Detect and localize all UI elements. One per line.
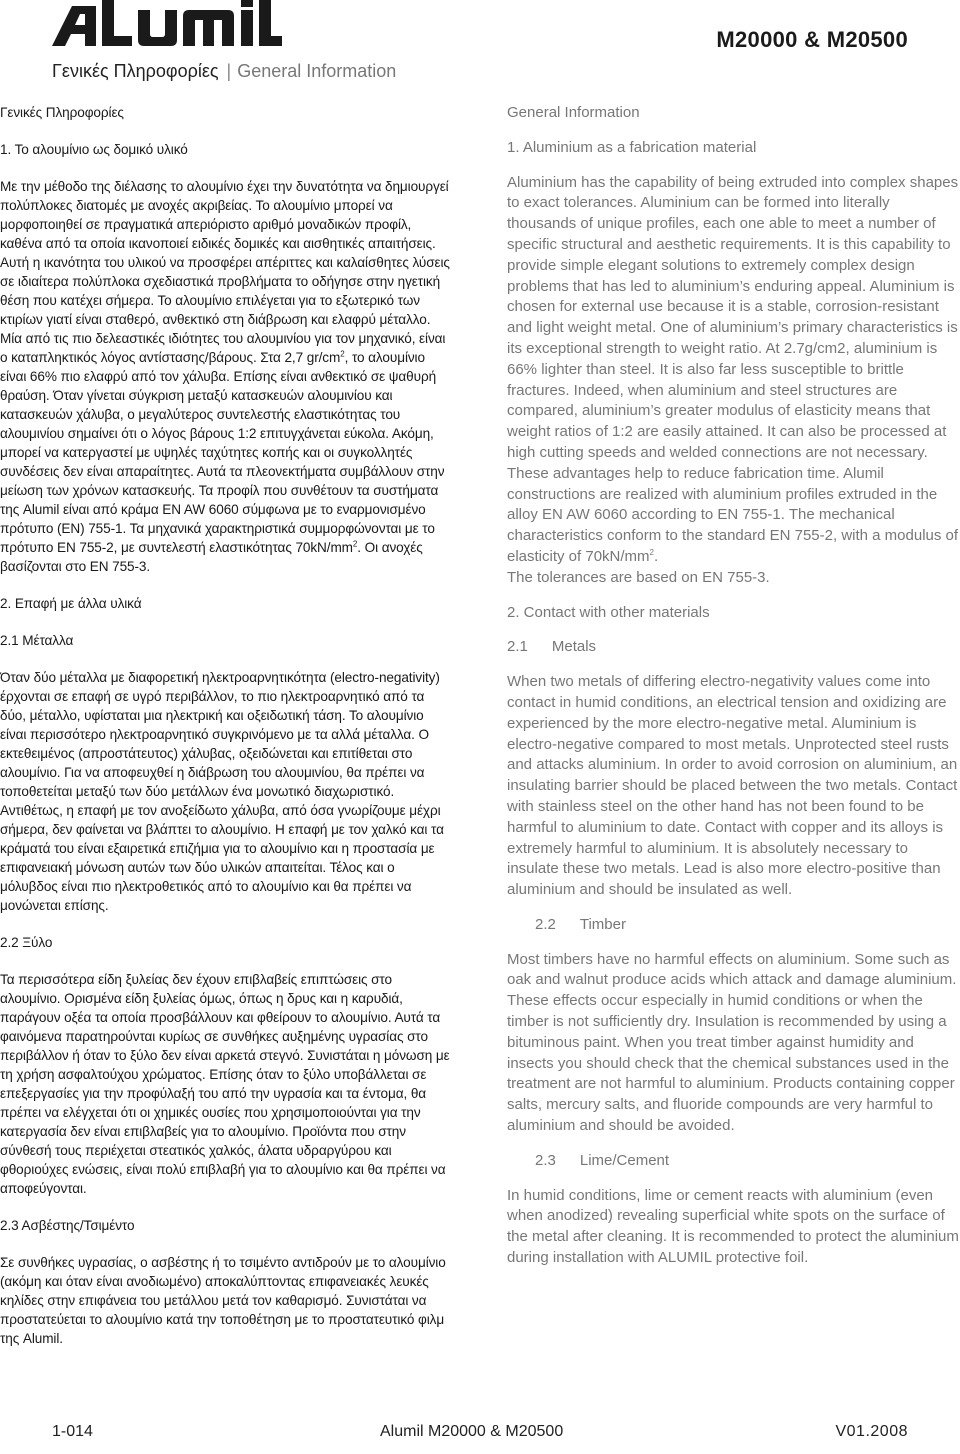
subtitle-english: General Information bbox=[237, 61, 397, 81]
english-heading: General Information bbox=[507, 104, 640, 121]
english-section-1-text: Aluminium has the capability of being extruded into complex shapes to exact tolerances. Aluminium can be formed into literally thousands of unique profiles, each one able to meet a number of specific structural and aesthetic requirements. It is this capability to provide simple elegant solutions to extremely complex design problems that has led to aluminium’s enduring appeal. Aluminium is chosen for external use because it is a stable, corrosion-resistant and light weight metal. One of aluminium’s primary characteristics is its exceptional strength to weight ratio. At 2.7g/cm2, aluminium is 66% lighter than steel. It is also far less susceptible to brittle fractures. Indeed, when aluminium and steel structures are compared, aluminium’s greater modulus of elasticity means that weight ratios of 1:2 are easily attained. It can also be processed at high cutting speeds and welded connections are not necessary. These advantages help to reduce fabrication time. Alumil constructions are realized with aluminium profiles extruded in the alloy EN AW 6060 according to EN 755-1. The mechanical characteristics conform to the standard EN 755-2, with a modulus of elasticity of $70kN/mm^2$. bbox=[507, 173, 959, 565]
english-section-2-1-text: When two metals of differing electro-negativity values come into contact in humid conditions, an electrical tension and oxidizing are experienced by the more electro-negative metal. Aluminium is electro-negative compared to most metals. Unprotected steel rusts and attacks aluminium. In order to avoid corrosion on aluminium, an insulating barrier should be placed between the two metals. Contact with stainless steel on the other hand has not been found to be harmful to aluminium to date. Contact with copper and its alloys is extremely harmful to aluminium. It is absolutely necessary to insulate these two metals. Lead is also more electro-positive than aluminium and should be insulated as well. bbox=[507, 673, 958, 899]
page-number: 1-014 bbox=[52, 1423, 93, 1440]
greek-heading: Γενικές Πληροφορίες bbox=[0, 105, 124, 120]
footer-title: Alumil M20000 & M20500 bbox=[380, 1423, 564, 1440]
english-section-2-2-title: 2.2 Timber bbox=[535, 915, 626, 933]
page-header bbox=[0, 0, 960, 95]
english-section-2-3-title: 2.3 Lime/Cement bbox=[535, 1151, 670, 1169]
version-label: V01.2008 bbox=[835, 1423, 908, 1440]
english-tolerances-text: The tolerances are based on EN 755-3. bbox=[507, 568, 770, 586]
greek-section-2-3-title: 2.3 Ασβέστης/Τσιμέντο bbox=[0, 1218, 135, 1233]
page-footer bbox=[52, 1423, 908, 1449]
greek-section-2-2-title: 2.2 Ξύλο bbox=[0, 935, 53, 950]
english-section-2-1-title: 2.1 Metals bbox=[507, 638, 597, 656]
english-section-2-3-text: In humid conditions, lime or cement reacts with aluminium (even when anodized) revealing superficial white spots on the surface of the metal after cleaning. It is recommended to protect the aluminium during installation with ALUMIL protective foil. bbox=[507, 1186, 959, 1267]
greek-section-2-2-text: Τα περισσότερα είδη ξυλείας δεν έχουν επιβλαβείς επιπτώσεις στο αλουμίνιο. Ορισμένα είδη ξυλείας όμως, όπως η δρυς και η καρυδιά, παράγουν οξέα τα οποία προσβάλλουν και φθείρουν το αλουμίνιο. Αυτά τα φαινόμενα παρατηρούνται κυρίως σε συνθήκες αυξημένης υγρασίας στο περιβάλλον ή όταν το ξύλο δεν είναι αρκετά στεγνό. Συνιστάται η μόνωση με τη χρήση ασφαλτούχου χρώματος. Επίσης όταν το ξύλο υποβάλλεται σε επεξεργασίες για την προφύλαξή του από την υγρασία και τα έντομα, θα πρέπει να ελέγχεται ότι οι χημικές ουσίες που χρησιμοποιούνται για την κατεργασία δεν είναι επιβλαβείς για το αλουμίνιο. Προϊόντα που στην σύνθεσή τους περιέχεται στεατικός χαλκός, άλατα υδραργύρου και φθοριούχες ενώσεις, είναι πολύ επιβλαβή για το αλουμίνιο και θα πρέπει να αποφεύγονται. bbox=[0, 972, 450, 1196]
greek-section-2-1-text: Όταν δύο μέταλλα με διαφορετική ηλεκτροαρνητικότητα (electro-negativity) έρχονται σε επαφή σε υγρό περιβάλλον, το πιο ηλεκτροαρνητικό από τα δύο, μέταλλο, υφίσταται μια ηλεκτρική και οξειδωτική τάση. Το αλουμίνιο είναι περισσότερο ηλεκτροαρνητικό συγκρινόμενο με τα αλλά μέταλλα. Ο εκτεθειμένος (απροστάτευτος) χάλυβας, οξειδώνεται και επιτίθεται στο αλουμίνιο. Για να αποφευχθεί η διάβρωση του αλουμινίου, θα πρέπει να τοποθετείται μεταξύ των δύο μετάλλων ένα μονωτικό διαχωριστικό. Αντιθέτως, η επαφή με τον ανοξείδωτο χάλυβα, από όσα γνωρίζουμε μέχρι σήμερα, δεν φαίνεται να βλάπτει το αλουμίνιο. Η επαφή με τον χαλκό και τα κράματά του είναι εξαιρετικά επιζήμια για το αλουμίνιο και η προστασία με επιφανειακή μόνωση αυτών των δύο υλικών απαιτείται. Τέλος και ο μόλυβδος είναι πιο ηλεκτροθετικός από το αλουμίνιο και θα πρέπει να μονώνεται επίσης. bbox=[0, 670, 444, 913]
greek-section-2-title: 2. Επαφή με άλλα υλικά bbox=[0, 596, 142, 611]
english-column bbox=[507, 103, 959, 1269]
english-section-1-title: 1. Aluminium as a fabrication material bbox=[507, 138, 757, 156]
alumil-logo bbox=[52, 0, 282, 57]
greek-section-2-1-title: 2.1 Μέταλλα bbox=[0, 633, 74, 648]
subtitle-separator: | bbox=[226, 61, 232, 81]
english-section-2-title: 2. Contact with other materials bbox=[507, 603, 710, 621]
greek-section-1-title: 1. Το αλουμίνιο ως δομικό υλικό bbox=[0, 142, 188, 157]
alumil-logo-graphic bbox=[52, 0, 282, 52]
greek-section-1-text: Με την μέθοδο της διέλασης το αλουμίνιο έχει την δυνατότητα να δημιουργεί πολύπλοκες διατομές με ανοχές ακριβείας. Το αλουμίνιο μπορεί να μορφοποιηθεί σε πραγματικά απεριόριστο αριθμό μοναδικών προφίλ, καθένα από τα οποία ικανοποιεί ειδικές δομικές και αισθητικές απαιτήσεις. Αυτή η ικανότητα του υλικού να προσφέρει απέριττες και καλαίσθητες λύσεις σε ιδιαίτερα πολύπλοκα σχεδιαστικά προβλήματα το οδήγησε στην ηγετική θέση που κατέχει σήμερα. Το αλουμίνιο επιλέγεται για το εξωτερικό των κτιρίων γιατί είναι σταθερό, ανθεκτικό στη διάβρωση και ελαφρύ μέταλλο. Μία από τις πιο δελεαστικές ιδιότητες του αλουμινίου για τον μηχανικό, είναι ο καταπληκτικός λόγος αντίστασης/βάρους. Στα 2,7 $gr/cm^2$, το αλουμίνιο είναι 66% πιο ελαφρύ από τον χάλυβα. Επίσης είναι ανθεκτικό σε ψαθυρή θραύση. Όταν γίνεται σύγκριση μεταξύ κατασκευών αλουμινίου και κατασκευών χάλυβα, ο μεγαλύτερος συντελεστής ελαστικότητας του αλουμινίου σημαίνει ότι ο λόγος βάρους 1:2 επιτυγχάνεται εύκολα. Ακόμη, μπορεί να κατεργαστεί με υψηλές ταχύτητες κοπής και οι συγκολλητές συνδέσεις δεν είναι απαραίτητες. Αυτά τα πλεονεκτήματα συμβάλλουν στην μείωση των χρόνων κατασκευής. Τα προφίλ που συνθέτουν τα συστήματα της Alumil είναι από κράμα EN AW 6060 σύμφωνα με το εναρμονισμένο πρότυπο (EN) 755-1. Τα μηχανικά χαρακτηριστικά συμμορφώνονται με το πρότυπο EN 755-2, με συντελεστή ελαστικότητας $70kN/mm^2$. Οι ανοχές βασίζονται στο EN 755-3. bbox=[0, 179, 450, 574]
english-section-2-2-text: Most timbers have no harmful effects on aluminium. Some such as oak and walnut produce acids which attack and damage aluminium. These effects occur especially in humid conditions or when the timber is not sufficiently dry. Insulation is recommended by using a bituminous paint. When you treat timber against humidity and insects you should check that the chemical substances used in the treatment are not harmful to aluminium. Products containing copper salts, mercury salts, and fluoride compounds are very harmful to aluminium and should be avoided. bbox=[507, 950, 957, 1135]
header-subtitle bbox=[52, 61, 396, 82]
subtitle-greek: Γενικές Πληροφορίες bbox=[52, 61, 219, 81]
greek-column bbox=[0, 103, 452, 1348]
greek-section-2-3-text: Σε συνθήκες υγρασίας, ο ασβέστης ή το τσιμέντο αντιδρούν με το αλουμίνιο (ακόμη και όταν είναι ανοδιωμένο) αποκαλύπτοντας επιφανειακές λευκές κηλίδες στην επιφάνεια του μετάλλου μετά τον καθαρισμό. Συνιστάται να προστατεύεται το αλουμίνιο κατά την τοποθέτηση με το προστατευτικό φιλμ της Alumil. bbox=[0, 1255, 446, 1346]
series-title: M20000 & M20500 bbox=[716, 27, 908, 52]
